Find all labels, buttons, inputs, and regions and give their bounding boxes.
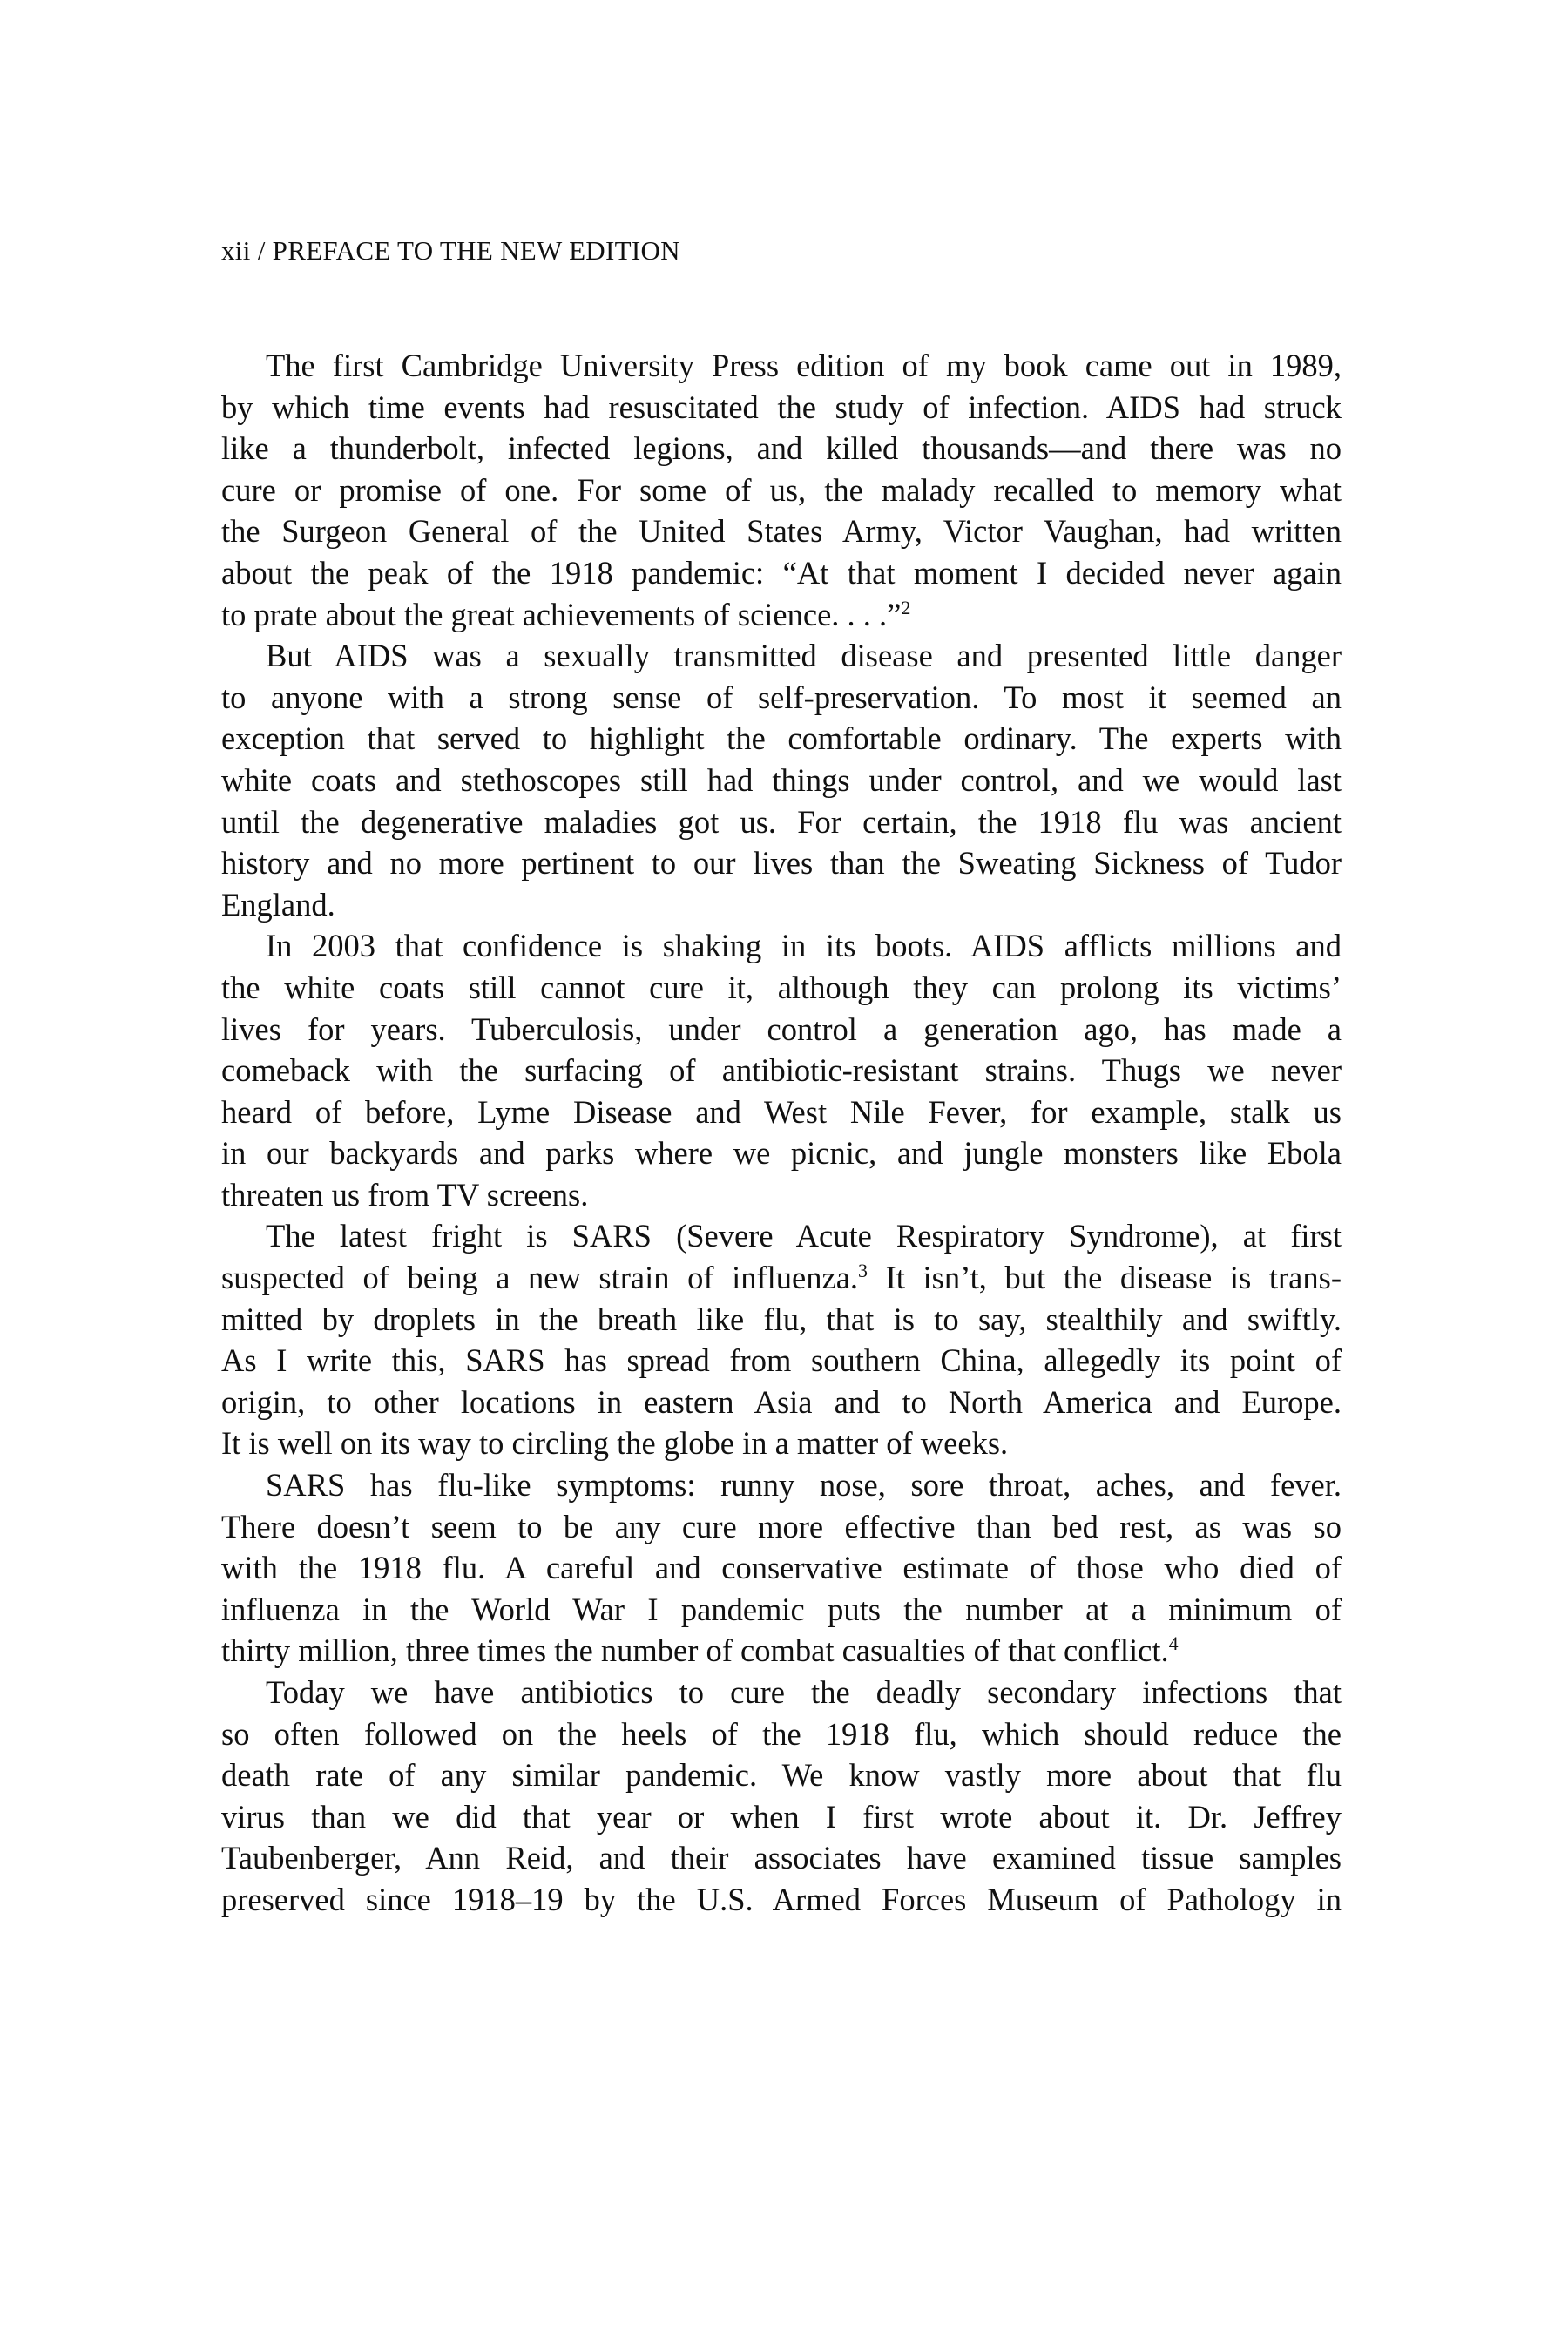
text-line	[221, 428, 1342, 470]
line-text: to anyone with a strong sense of self-preservation. To most it seemed an	[221, 679, 1342, 715]
text-line	[221, 760, 1342, 801]
line-text: lives for years. Tuberculosis, under control a generation ago, has made a	[221, 1010, 1342, 1047]
line-text: history and no more pertinent to our lives than the Sweating Sickness of Tudor	[221, 845, 1342, 882]
page-number: xii	[221, 235, 251, 266]
text-line	[221, 594, 1342, 636]
text-line	[221, 1092, 1342, 1133]
text-line	[221, 1837, 1342, 1879]
text-line	[221, 1464, 1342, 1506]
text-line	[221, 1423, 1342, 1464]
line-text: mitted by droplets in the breath like flu, that is to say, stealthily and swiftly.	[221, 1301, 1342, 1337]
line-text: with the 1918 flu. A careful and conservative estimate of those who died of	[221, 1550, 1342, 1586]
paragraph	[221, 635, 1342, 925]
footnote-marker: 4	[1168, 1632, 1179, 1655]
line-text: about the peak of the 1918 pandemic: “At that moment I decided never again	[221, 554, 1342, 591]
text-line	[221, 1215, 1342, 1257]
line-text: in our backyards and parks where we picnic, and jungle monsters like Ebola	[221, 1135, 1342, 1172]
text-line	[221, 1754, 1342, 1796]
text-line	[221, 387, 1342, 429]
text-line	[221, 552, 1342, 594]
line-text: It is well on its way to circling the globe in a matter of weeks.	[221, 1425, 1009, 1462]
text-line	[221, 718, 1342, 760]
paragraph	[221, 925, 1342, 1215]
line-text: The first Cambridge University Press edition of my book came out in 1989,	[266, 348, 1342, 383]
text-line	[221, 1879, 1342, 1921]
text-line	[221, 345, 1342, 387]
line-text: SARS has flu-like symptoms: runny nose, sore throat, aches, and fever.	[266, 1467, 1342, 1504]
line-text: exception that served to highlight the comfortable ordinary. The experts with	[221, 720, 1342, 757]
line-text: preserved since 1918–19 by the U.S. Armed Forces Museum of Pathology in	[221, 1881, 1342, 1917]
line-text: the white coats still cannot cure it, although they can prolong its victims’	[221, 969, 1342, 1005]
text-line	[221, 925, 1342, 967]
paragraph	[221, 1672, 1342, 1921]
text-line	[221, 1382, 1342, 1423]
paragraph	[221, 345, 1342, 635]
paragraph	[221, 1464, 1342, 1672]
text-line	[221, 1506, 1342, 1548]
text-line	[221, 1547, 1342, 1589]
line-text: until the degenerative maladies got us. For certain, the 1918 flu was ancient	[221, 803, 1342, 840]
line-text: The latest fright is SARS (Severe Acute Respiratory Syndrome), at first	[266, 1218, 1342, 1254]
line-text: But AIDS was a sexually transmitted disease and presented little danger	[266, 638, 1342, 674]
header-title: PREFACE TO THE NEW EDITION	[272, 235, 680, 266]
text-line	[221, 1050, 1342, 1092]
line-text: by which time events had resuscitated the study of infection. AIDS had struck	[221, 389, 1342, 425]
text-line	[221, 1174, 1342, 1216]
line-text: death rate of any similar pandemic. We know vastly more about that flu	[221, 1757, 1342, 1794]
line-text: Taubenberger, Ann Reid, and their associates have examined tissue samples	[221, 1840, 1342, 1876]
text-line	[221, 1796, 1342, 1838]
text-line	[221, 510, 1342, 552]
line-text: England.	[221, 886, 335, 923]
text-line	[221, 1589, 1342, 1631]
line-text: There doesn’t seem to be any cure more effective than bed rest, as was so	[221, 1508, 1342, 1544]
line-text: thirty million, three times the number of combat casualties of that conflict.	[221, 1632, 1169, 1669]
text-line	[221, 1257, 1342, 1299]
line-text: to prate about the great achievements of science. . . .”	[221, 596, 902, 632]
text-line	[221, 1672, 1342, 1713]
text-line	[221, 470, 1342, 511]
line-text: so often followed on the heels of the 1918 flu, which should reduce the	[221, 1715, 1342, 1752]
text-line	[221, 842, 1342, 884]
line-text: threaten us from TV screens.	[221, 1176, 589, 1213]
page-body	[221, 345, 1342, 1921]
text-line	[221, 967, 1342, 1009]
line-text: As I write this, SARS has spread from southern China, allegedly its point of	[221, 1342, 1342, 1379]
line-text: suspected of being a new strain of influenza.	[221, 1260, 859, 1296]
text-line	[221, 1299, 1342, 1341]
line-text: comeback with the surfacing of antibiotic-resistant strains. Thugs we never	[221, 1052, 1342, 1089]
line-text: virus than we did that year or when I first wrote about it. Dr. Jeffrey	[221, 1798, 1342, 1835]
line-text: cure or promise of one. For some of us, the malady recalled to memory what	[221, 471, 1342, 508]
line-text: white coats and stethoscopes still had things under control, and we would last	[221, 761, 1342, 798]
text-line	[221, 1340, 1342, 1382]
text-line	[221, 1009, 1342, 1051]
text-line	[221, 1630, 1342, 1672]
line-text: origin, to other locations in eastern Asia and to North America and Europe.	[221, 1383, 1342, 1420]
line-text: influenza in the World War I pandemic puts the number at a minimum of	[221, 1591, 1342, 1627]
text-line	[221, 677, 1342, 719]
line-text: In 2003 that confidence is shaking in its boots. AIDS afflicts millions and	[266, 928, 1342, 964]
line-text: heard of before, Lyme Disease and West Nile Fever, for example, stalk us	[221, 1093, 1342, 1130]
line-text: It isn’t, but the disease is trans-	[868, 1260, 1342, 1296]
line-text: Today we have antibiotics to cure the deadly secondary infections that	[266, 1674, 1342, 1710]
paragraph	[221, 1215, 1342, 1464]
text-line	[221, 801, 1342, 843]
text-line	[221, 1132, 1342, 1174]
footnote-marker: 3	[858, 1259, 868, 1281]
footnote-marker: 2	[901, 596, 911, 618]
text-line	[221, 635, 1342, 677]
header-separator: /	[250, 235, 273, 266]
line-text: the Surgeon General of the United States Army, Victor Vaughan, had written	[221, 513, 1342, 550]
text-line	[221, 884, 1342, 926]
text-line	[221, 1713, 1342, 1755]
line-text: like a thunderbolt, infected legions, and killed thousands—and there was no	[221, 430, 1342, 467]
running-header	[221, 235, 680, 267]
